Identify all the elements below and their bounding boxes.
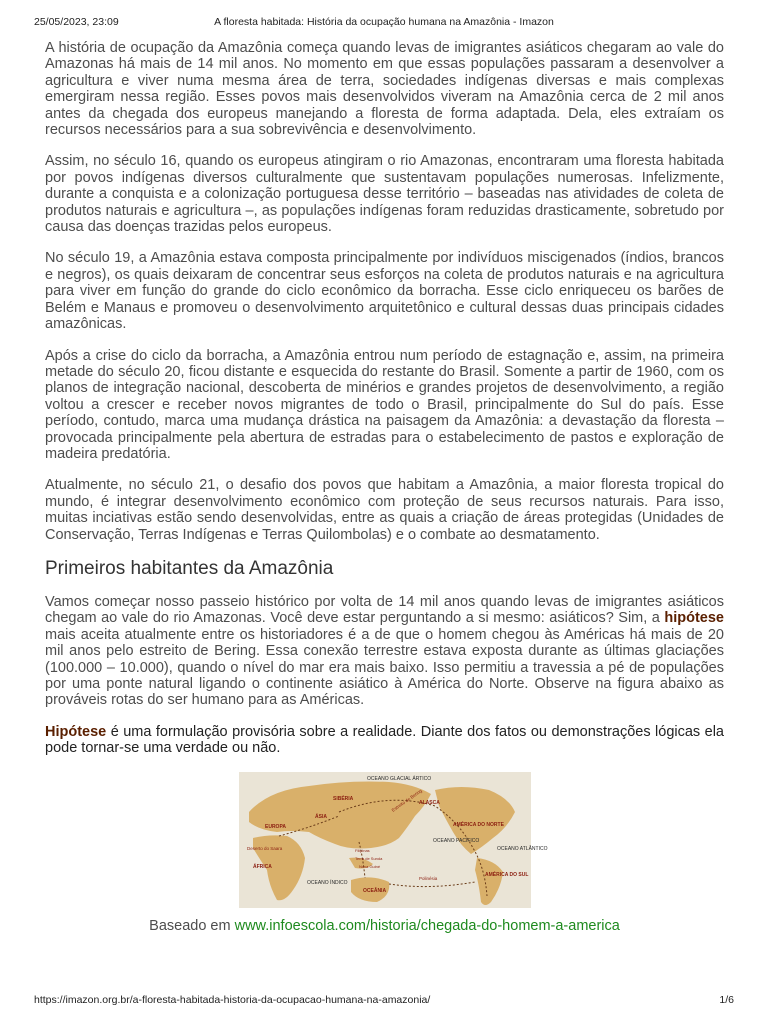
- print-page-title: A floresta habitada: História da ocupação humana na Amazônia - Imazon: [214, 16, 554, 28]
- map-caption: [45, 918, 724, 934]
- map-label-africa: ÁFRICA: [253, 863, 272, 870]
- map-label-arctic: OCEANO GLACIAL ÁRTICO: [367, 775, 432, 782]
- world-map-image: [239, 772, 548, 908]
- print-header: [34, 16, 734, 30]
- definition-text: é uma formulação provisória sobre a realidade. Diante dos fatos ou demonstrações lógicas ela pode tornar-se uma verdade ou não.: [45, 723, 724, 757]
- caption-prefix: Baseado em: [149, 917, 235, 934]
- map-label-alaska: ALASCA: [419, 799, 440, 806]
- intro-text-after: mais aceita atualmente entre os historiadores é a de que o homem chegou às Américas há mais de 20 mil anos pelo estreito de Bering. Essa conexão terrestre estava exposta durante as últimas glaciações (100.000 – 10.000), quando o nível do mar era mais baixo. Isso permitiu a travessia a pé de populações por uma ponte natural ligando o continente asiático à América do Norte. Observe na figura abaixo as prováveis rotas do ser humano para as Américas.: [45, 626, 724, 709]
- map-label-polynesia: Polinésia: [419, 875, 438, 881]
- map-label-bering: Estreito de Bering: [390, 787, 423, 813]
- map-label-asia: ÁSIA: [315, 813, 327, 820]
- section-heading: Primeiros habitantes da Amazônia: [45, 557, 334, 579]
- intro-text-before: Vamos começar nosso passeio histórico por volta de 14 mil anos quando levas de imigrantes asiáticos chegam ao vale do rio Amazonas. Você deve estar perguntando a si mesmo: asiáticos? Sim, a: [45, 593, 724, 627]
- map-label-new-guinea: Nova Guiné: [359, 863, 381, 869]
- map-label-oceania: OCEÂNIA: [363, 887, 387, 894]
- migration-routes-map: [239, 772, 548, 908]
- definition-paragraph: [45, 724, 724, 757]
- map-label-south-america: AMÉRICA DO SUL: [485, 871, 529, 878]
- paragraph-5: Atualmente, no século 21, o desafio dos povos que habitam a Amazônia, a maior floresta tropical do mundo, é integrar desenvolvimento econômico com proteção de seus recursos naturais. Para isso, muitas inciativas estão sendo desenvolvidas, entre as quais a criação de áreas protegidas (Unidades de Conservação, Terras Indígenas e Terras Quilombolas) e o combate ao desmatamento.: [45, 477, 724, 543]
- map-label-pacific: OCEANO PACÍFICO: [433, 837, 480, 844]
- page-number: 1/6: [719, 994, 734, 1006]
- map-label-sahara: Deserto do Saara: [247, 845, 283, 851]
- paragraph-3: No século 19, a Amazônia estava composta principalmente por indivíduos miscigenados (índios, brancos e negros), os quais deixaram de concentrar seus esforços na coleta de produtos naturais e na agricultura para viver em função do grande do ciclo econômico da borracha. Esse ciclo enriqueceu os barões de Belém e Manaus e promoveu o desenvolvimento arquitetônico e cultural dessas duas principais cidades amazônicas.: [45, 250, 724, 333]
- keyword-hipotese: hipótese: [664, 610, 724, 627]
- map-label-atlantic: OCEANO ATLÂNTICO: [497, 845, 548, 852]
- print-footer: [34, 994, 734, 1008]
- source-link[interactable]: www.infoescola.com/historia/chegada-do-homem-a-america: [234, 917, 620, 934]
- definition-term: Hipótese: [45, 723, 107, 740]
- article-body: [45, 40, 724, 934]
- paragraph-2: Assim, no século 16, quando os europeus atingiram o rio Amazonas, encontraram uma floresta habitada por povos indígenas diversos culturalmente que sustentavam populações numerosas. Infelizmente, durante a conquista e a colonização portuguesa desse território – baseadas nas atividades de coleta de produtos naturais e agricultura –, as populações indígenas foram reduzidas drasticamente, sobretudo por causa das doenças trazidas pelos europeus.: [45, 153, 724, 236]
- section-intro-paragraph: [45, 594, 724, 709]
- map-label-sunda: Terra de Sunda: [355, 855, 383, 861]
- map-label-siberia: SIBÉRIA: [333, 795, 354, 802]
- map-label-europa: EUROPA: [265, 823, 287, 830]
- paragraph-1: A história de ocupação da Amazônia começa quando levas de imigrantes asiáticos chegaram ao vale do Amazonas há mais de 14 mil anos. No momento em que essas populações passaram a desenvolver a agricultura e viver numa mesma área de terra, sociedades indígenas diversas e mais complexas emergiram nessa região. Esses povos mais desenvolvidos viveram na Amazônia cerca de 2 mil anos antes da chegada dos europeus manejando a floresta de forma adaptada. Dela, eles extraíam os recursos necessários para a sua sobrevivência e desenvolvimento.: [45, 40, 724, 139]
- paragraph-4: Após a crise do ciclo da borracha, a Amazônia entrou num período de estagnação e, assim, na primeira metade do século 20, ficou distante e esquecida do restante do Brasil. Somente a partir de 1960, com os planos de integração nacional, descoberta de minérios e grandes projetos de desenvolvimento, a região voltou a crescer e receber novos migrantes de todo o Brasil, principalmente do Sul do país. Esse período, contudo, marca uma mudança drástica na paisagem da Amazônia: a devastação da floresta – provocada principalmente pela abertura de estradas para o estabelecimento de pastos e exploração de madeira predatória.: [45, 347, 724, 462]
- map-label-indian-ocean: OCEANO ÍNDICO: [307, 879, 348, 886]
- map-label-philippines: Filipinas: [355, 847, 370, 853]
- print-url: https://imazon.org.br/a-floresta-habitada-historia-da-ocupacao-humana-na-amazonia/: [34, 994, 431, 1006]
- print-datetime: 25/05/2023, 23:09: [34, 16, 119, 28]
- map-label-north-america: AMÉRICA DO NORTE: [453, 821, 504, 828]
